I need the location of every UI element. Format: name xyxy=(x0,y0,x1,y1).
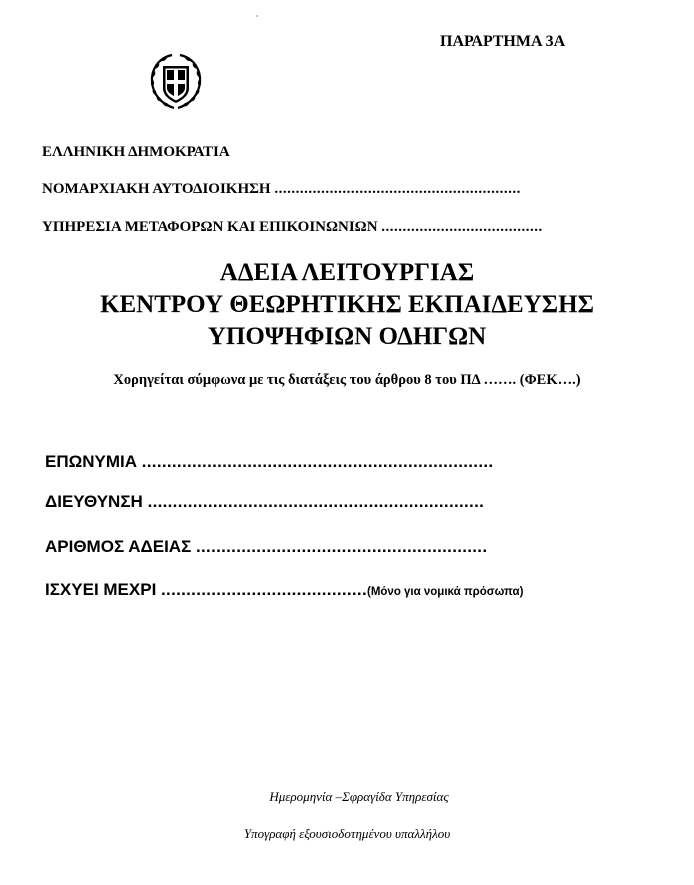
document-title-line-2: ΚΕΝΤΡΟΥ ΘΕΩΡΗΤΙΚΗΣ ΕΚΠΑΙΔΕΥΣΗΣ xyxy=(100,291,594,318)
legal-basis-subtitle: Χορηγείται σύμφωνα με τις διατάξεις του άρθρου 8 του ΠΔ ……. (ΦΕΚ….) xyxy=(113,372,581,388)
header-prefecture-blank[interactable]: .......................................................... xyxy=(274,181,521,197)
field-blank[interactable]: ................................................................... xyxy=(147,492,485,511)
field-license-number xyxy=(45,537,487,557)
header-service xyxy=(42,219,543,236)
header-prefecture-label: ΝΟΜΑΡΧΙΑΚΗ ΑΥΤΟΔΙΟΙΚΗΣΗ xyxy=(42,181,271,197)
field-blank[interactable]: .......................................................... xyxy=(196,537,488,556)
field-label: ΑΡΙΘΜΟΣ ΑΔΕΙΑΣ xyxy=(45,537,192,556)
field-label: ΙΣΧΥΕΙ ΜΕΧΡΙ xyxy=(45,580,157,599)
header-service-label: ΥΠΗΡΕΣΙΑ ΜΕΤΑΦΟΡΩΝ ΚΑΙ ΕΠΙΚΟΙΝΩΝΙΩΝ xyxy=(42,219,378,235)
field-address xyxy=(45,492,484,512)
field-label: ΔΙΕΥΘΥΝΣΗ xyxy=(45,492,143,511)
date-stamp-label: Ημερομηνία –Σφραγίδα Υπηρεσίας xyxy=(269,789,449,804)
field-company-name xyxy=(45,452,493,472)
signature-label: Υπογραφή εξουσιοδοτημένου υπαλλήλου xyxy=(243,826,451,841)
greek-coat-of-arms-icon xyxy=(148,50,204,112)
header-prefecture xyxy=(42,181,521,198)
field-blank[interactable]: ...................................................................... xyxy=(141,452,494,471)
field-blank[interactable]: ......................................... xyxy=(161,580,367,599)
scan-artifact xyxy=(256,15,258,17)
field-note: (Μόνο για νομικά πρόσωπα) xyxy=(366,586,524,598)
document-title-line-3: ΥΠΟΨΗΦΙΩΝ ΟΔΗΓΩΝ xyxy=(207,323,487,350)
field-valid-until xyxy=(45,580,523,600)
header-republic xyxy=(42,144,230,161)
annex-label: ΠΑΡΑΡΤΗΜΑ 3Α xyxy=(440,33,566,50)
header-service-blank[interactable]: ...................................... xyxy=(381,219,543,235)
header-republic-label: ΕΛΛΗΝΙΚΗ ΔΗΜΟΚΡΑΤΙΑ xyxy=(42,144,230,160)
field-label: ΕΠΩΝΥΜΙΑ xyxy=(45,452,138,471)
document-title-line-1: ΑΔΕΙΑ ΛΕΙΤΟΥΡΓΙΑΣ xyxy=(219,259,475,286)
